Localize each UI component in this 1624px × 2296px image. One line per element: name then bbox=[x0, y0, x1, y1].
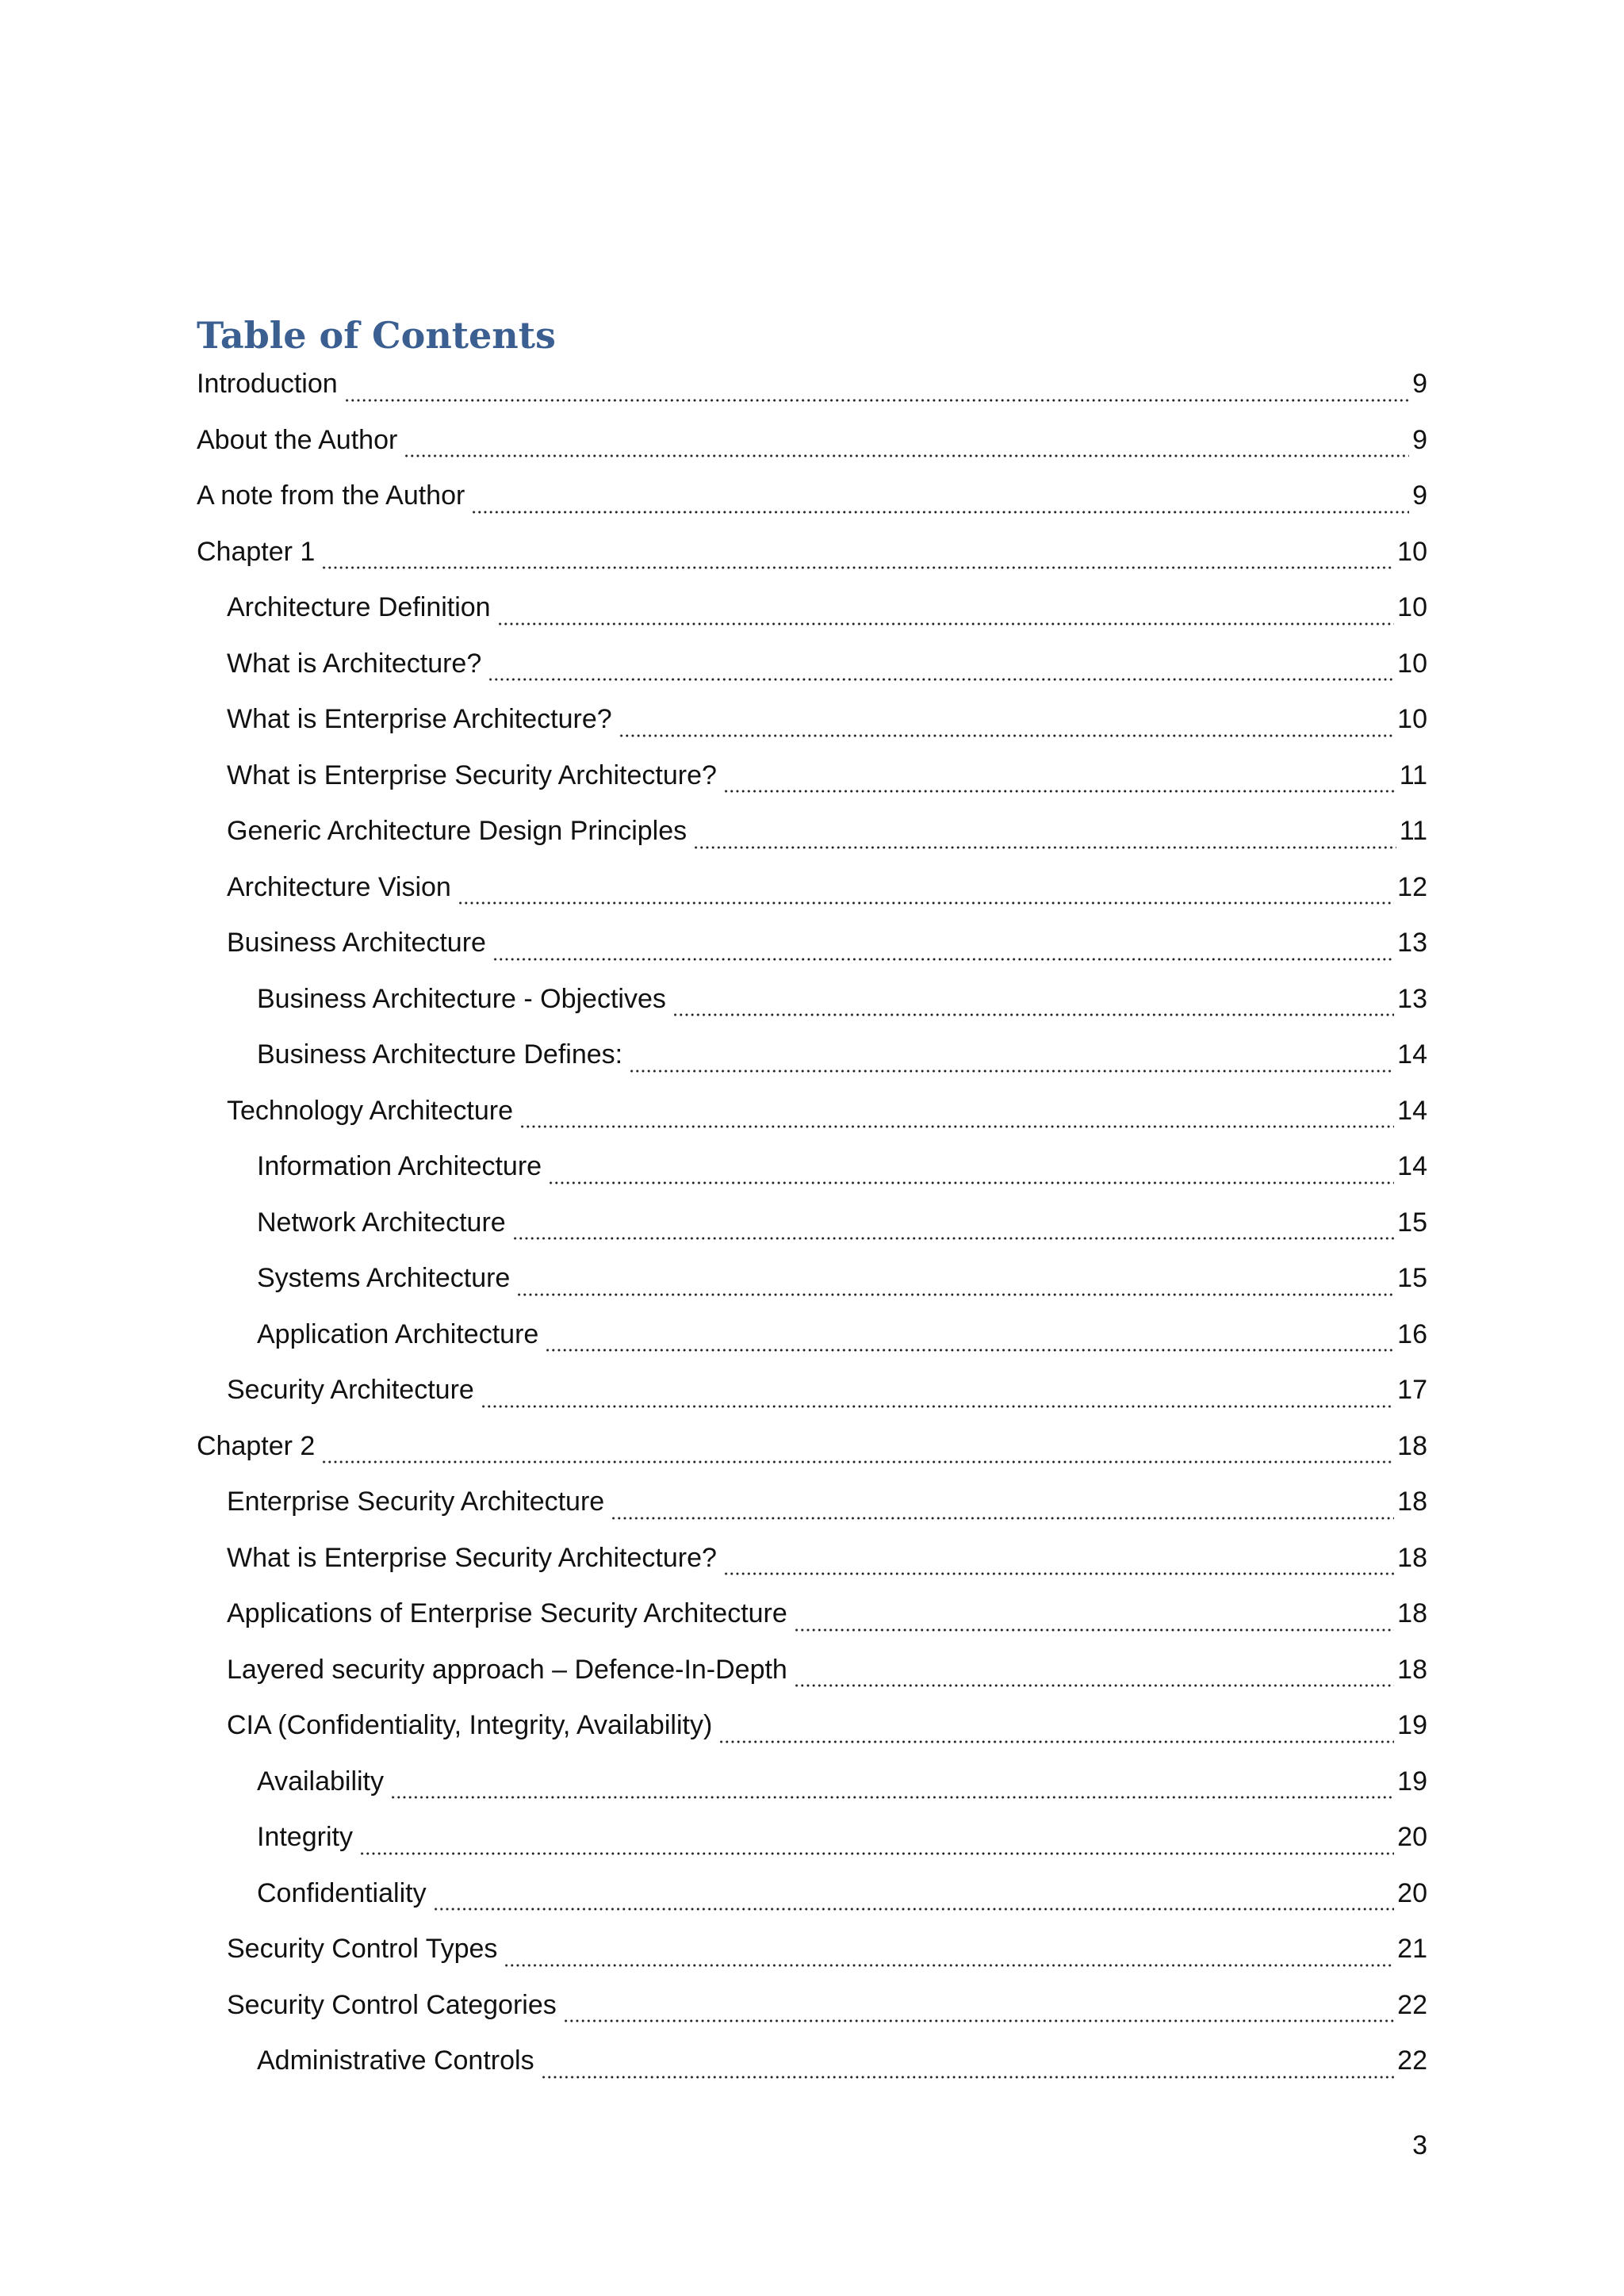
toc-entry-label: Network Architecture bbox=[257, 1207, 506, 1238]
toc-entry-label: What is Enterprise Security Architecture? bbox=[227, 760, 717, 790]
toc-entry-page-number: 18 bbox=[1397, 1598, 1427, 1628]
toc-entry[interactable] bbox=[197, 1591, 1427, 1647]
dot-leader bbox=[481, 1405, 1394, 1408]
dot-leader bbox=[344, 399, 1409, 402]
toc-entry-page-number: 9 bbox=[1412, 480, 1427, 511]
toc-entry-page-number: 18 bbox=[1397, 1487, 1427, 1517]
toc-entry-label: Information Architecture bbox=[257, 1151, 542, 1181]
dot-leader bbox=[488, 678, 1394, 681]
toc-entry[interactable] bbox=[197, 362, 1427, 418]
toc-entry[interactable] bbox=[197, 473, 1427, 530]
toc-entry[interactable] bbox=[197, 1927, 1427, 1983]
dot-leader bbox=[471, 511, 1409, 514]
toc-entry[interactable] bbox=[197, 809, 1427, 865]
toc-entry-label: What is Architecture? bbox=[227, 648, 482, 679]
toc-entry-page-number: 10 bbox=[1397, 704, 1427, 734]
toc-entry[interactable] bbox=[197, 418, 1427, 474]
toc-entry-page-number: 14 bbox=[1397, 1151, 1427, 1181]
dot-leader bbox=[321, 1460, 1394, 1464]
toc-entry[interactable] bbox=[197, 920, 1427, 977]
toc-entry[interactable] bbox=[197, 865, 1427, 921]
toc-entry-page-number: 10 bbox=[1397, 536, 1427, 567]
toc-entry[interactable] bbox=[197, 1368, 1427, 1424]
toc-entry[interactable] bbox=[197, 1703, 1427, 1759]
toc-entry-label: Chapter 2 bbox=[197, 1430, 316, 1461]
dot-leader bbox=[723, 790, 1396, 793]
dot-leader bbox=[519, 1125, 1394, 1128]
toc-entry-page-number: 12 bbox=[1397, 871, 1427, 902]
dot-leader bbox=[794, 1684, 1394, 1687]
toc-entry-page-number: 22 bbox=[1397, 2045, 1427, 2076]
toc-entry-page-number: 15 bbox=[1397, 1207, 1427, 1238]
toc-entry-page-number: 11 bbox=[1399, 816, 1427, 846]
dot-leader bbox=[492, 958, 1394, 961]
toc-entry[interactable] bbox=[197, 1200, 1427, 1257]
toc-entry-page-number: 14 bbox=[1397, 1039, 1427, 1070]
toc-entry-label: About the Author bbox=[197, 424, 398, 455]
toc-entry-label: CIA (Confidentiality, Integrity, Availability) bbox=[227, 1710, 713, 1740]
toc-entry[interactable] bbox=[197, 1815, 1427, 1871]
toc-entry-page-number: 19 bbox=[1397, 1710, 1427, 1740]
toc-entry[interactable] bbox=[197, 1479, 1427, 1536]
dot-leader bbox=[563, 2019, 1394, 2022]
toc-list bbox=[197, 362, 1427, 2095]
toc-entry-page-number: 20 bbox=[1397, 1822, 1427, 1852]
toc-entry-label: Security Control Categories bbox=[227, 1989, 557, 2020]
toc-entry-label: What is Enterprise Security Architecture? bbox=[227, 1542, 717, 1573]
toc-entry-label: Systems Architecture bbox=[257, 1263, 511, 1293]
toc-entry-label: A note from the Author bbox=[197, 480, 465, 511]
toc-entry-page-number: 19 bbox=[1397, 1766, 1427, 1797]
toc-entry[interactable] bbox=[197, 641, 1427, 698]
dot-leader bbox=[458, 901, 1394, 905]
dot-leader bbox=[611, 1517, 1394, 1520]
dot-leader bbox=[433, 1908, 1395, 1911]
toc-entry-label: Business Architecture bbox=[227, 928, 486, 958]
toc-title: Table of Contents bbox=[197, 314, 556, 357]
dot-leader bbox=[545, 1349, 1394, 1352]
toc-entry-label: Architecture Vision bbox=[227, 871, 451, 902]
dot-leader bbox=[723, 1572, 1394, 1575]
dot-leader bbox=[404, 454, 1409, 457]
toc-entry-label: Administrative Controls bbox=[257, 2045, 534, 2076]
toc-entry[interactable] bbox=[197, 753, 1427, 809]
toc-entry-page-number: 18 bbox=[1397, 1430, 1427, 1461]
toc-entry-label: Security Control Types bbox=[227, 1934, 498, 1964]
toc-entry-page-number: 13 bbox=[1397, 983, 1427, 1014]
toc-entry-label: Generic Architecture Design Principles bbox=[227, 816, 688, 846]
toc-entry[interactable] bbox=[197, 1871, 1427, 1927]
toc-entry[interactable] bbox=[197, 1536, 1427, 1592]
toc-entry[interactable] bbox=[197, 977, 1427, 1033]
toc-entry[interactable] bbox=[197, 1089, 1427, 1145]
toc-entry-page-number: 14 bbox=[1397, 1095, 1427, 1126]
dot-leader bbox=[390, 1796, 1394, 1799]
dot-leader bbox=[548, 1181, 1394, 1184]
dot-leader bbox=[541, 2076, 1395, 2079]
toc-entry-label: Availability bbox=[257, 1766, 385, 1797]
toc-entry[interactable] bbox=[197, 1032, 1427, 1089]
dot-leader bbox=[693, 846, 1396, 849]
dot-leader bbox=[629, 1070, 1394, 1073]
toc-entry-label: What is Enterprise Architecture? bbox=[227, 704, 612, 734]
toc-entry-page-number: 10 bbox=[1397, 592, 1427, 622]
toc-entry-label: Business Architecture Defines: bbox=[257, 1039, 623, 1070]
toc-entry-page-number: 11 bbox=[1399, 760, 1427, 790]
toc-entry-label: Application Architecture bbox=[257, 1318, 539, 1349]
toc-entry[interactable] bbox=[197, 1312, 1427, 1368]
dot-leader bbox=[321, 566, 1394, 569]
toc-entry-page-number: 21 bbox=[1397, 1934, 1427, 1964]
toc-entry[interactable] bbox=[197, 1256, 1427, 1312]
toc-entry-label: Security Architecture bbox=[227, 1375, 474, 1405]
toc-entry-page-number: 22 bbox=[1397, 1989, 1427, 2020]
toc-entry-label: Confidentiality bbox=[257, 1877, 427, 1908]
toc-entry-page-number: 18 bbox=[1397, 1654, 1427, 1685]
dot-leader bbox=[672, 1013, 1394, 1016]
dot-leader bbox=[516, 1293, 1394, 1296]
toc-entry-page-number: 17 bbox=[1397, 1375, 1427, 1405]
toc-entry[interactable] bbox=[197, 1144, 1427, 1200]
toc-entry-page-number: 10 bbox=[1397, 648, 1427, 679]
toc-entry[interactable] bbox=[197, 585, 1427, 641]
toc-entry-page-number: 15 bbox=[1397, 1263, 1427, 1293]
toc-entry-label: Layered security approach – Defence-In-Depth bbox=[227, 1654, 787, 1685]
toc-entry[interactable] bbox=[197, 697, 1427, 753]
toc-entry[interactable] bbox=[197, 1647, 1427, 1704]
toc-entry-label: Introduction bbox=[197, 369, 338, 399]
toc-entry-page-number: 18 bbox=[1397, 1542, 1427, 1573]
toc-entry-label: Applications of Enterprise Security Architecture bbox=[227, 1598, 787, 1628]
toc-entry-label: Business Architecture - Objectives bbox=[257, 983, 666, 1014]
toc-entry-label: Architecture Definition bbox=[227, 592, 491, 622]
toc-entry-page-number: 9 bbox=[1412, 424, 1427, 455]
toc-entry-page-number: 16 bbox=[1397, 1318, 1427, 1349]
toc-entry[interactable] bbox=[197, 2038, 1427, 2095]
toc-entry[interactable] bbox=[197, 1424, 1427, 1480]
dot-leader bbox=[512, 1237, 1395, 1240]
dot-leader bbox=[504, 1964, 1394, 1967]
toc-entry-label: Enterprise Security Architecture bbox=[227, 1487, 605, 1517]
dot-leader bbox=[359, 1852, 1394, 1855]
dot-leader bbox=[497, 622, 1395, 626]
toc-entry[interactable] bbox=[197, 530, 1427, 586]
dot-leader bbox=[619, 734, 1395, 737]
dot-leader bbox=[718, 1740, 1394, 1743]
toc-entry-label: Integrity bbox=[257, 1822, 353, 1852]
toc-entry-label: Technology Architecture bbox=[227, 1095, 513, 1126]
toc-entry-label: Chapter 1 bbox=[197, 536, 316, 567]
toc-entry-page-number: 20 bbox=[1397, 1877, 1427, 1908]
toc-entry-page-number: 9 bbox=[1412, 369, 1427, 399]
toc-entry-page-number: 13 bbox=[1397, 928, 1427, 958]
dot-leader bbox=[794, 1628, 1394, 1632]
toc-entry[interactable] bbox=[197, 1759, 1427, 1816]
page-number: 3 bbox=[1412, 2130, 1427, 2160]
toc-entry[interactable] bbox=[197, 1983, 1427, 2039]
